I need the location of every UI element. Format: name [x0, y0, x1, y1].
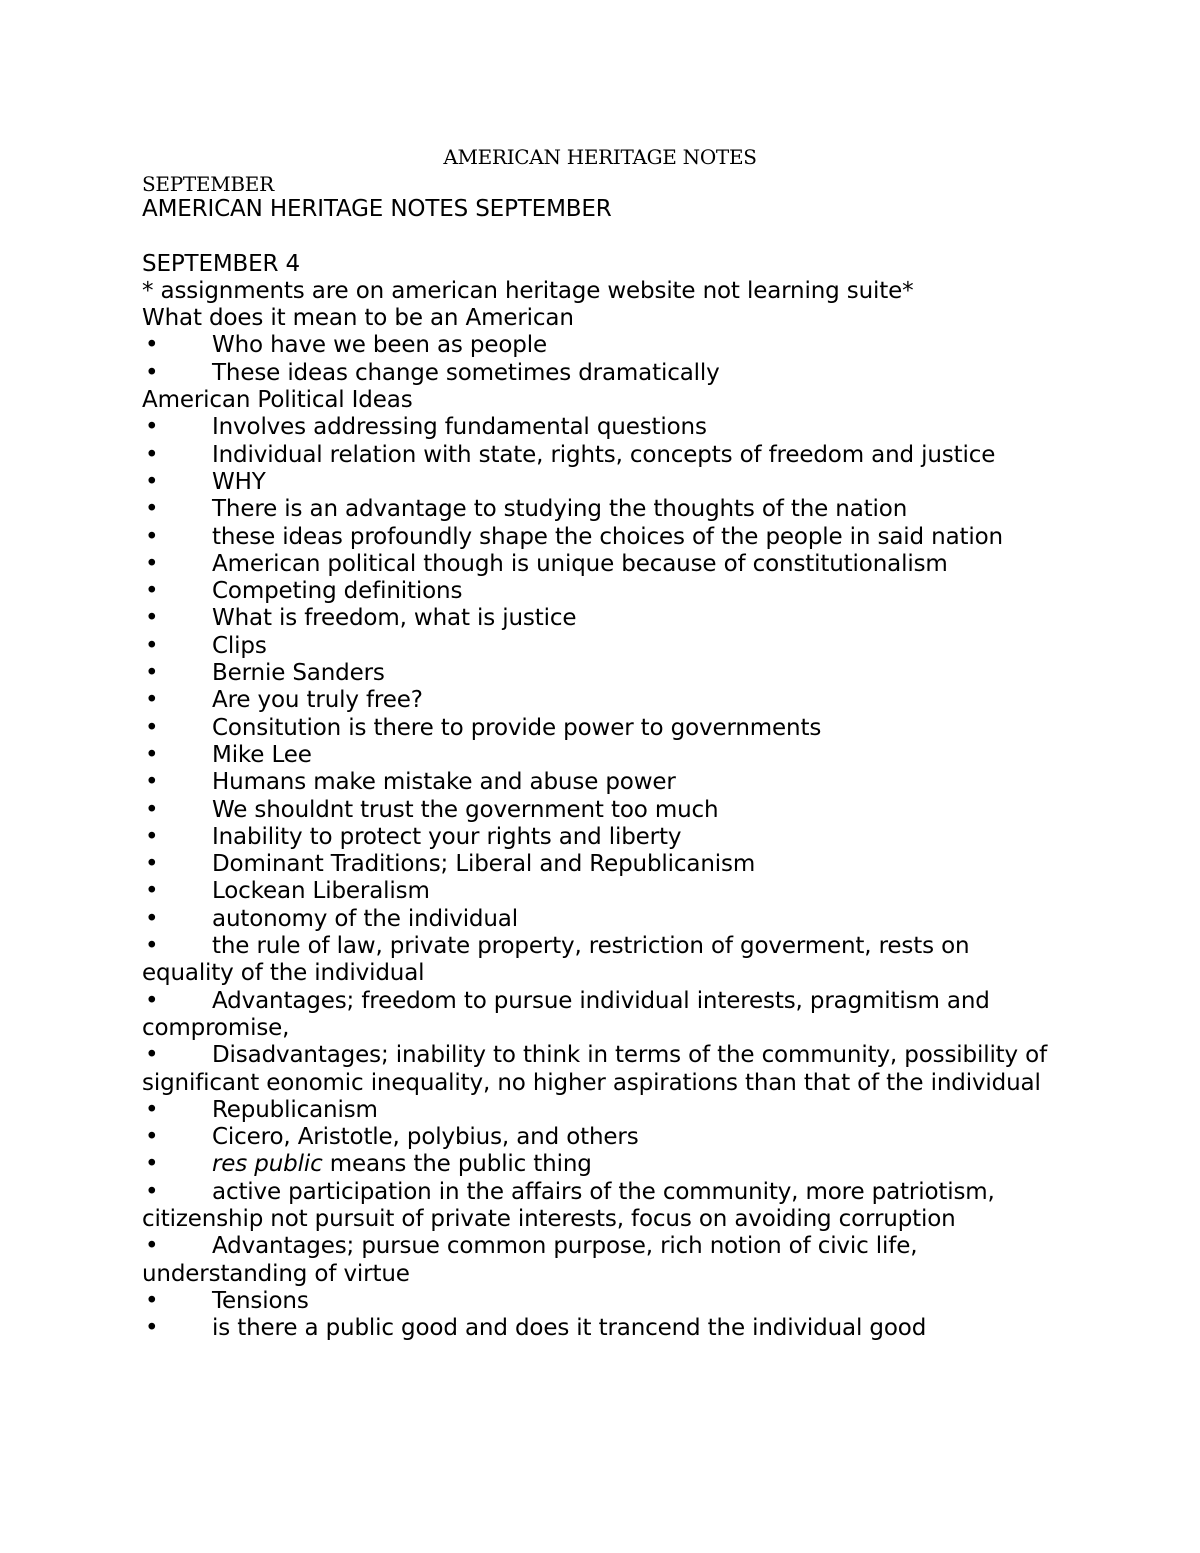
bullet-icon: •	[145, 714, 159, 741]
blank-line	[142, 223, 1062, 250]
section-heading: American Political Ideas	[142, 387, 413, 414]
bullet-icon: •	[145, 769, 159, 796]
bullet-icon: •	[145, 468, 159, 495]
bullet-icon: •	[145, 687, 159, 714]
month-heading: SEPTEMBER	[142, 172, 274, 196]
list-item: • Individual relation with state, rights, concepts of freedom and justice	[145, 441, 996, 468]
bullet-icon: •	[145, 823, 159, 850]
list-item: • Advantages; freedom to pursue individual interests, pragmitism and compromise,	[142, 987, 990, 1041]
bullet-icon: •	[145, 414, 159, 441]
bullet-icon: •	[145, 1315, 159, 1342]
bullet-icon: •	[145, 1233, 159, 1260]
assignment-note: * assignments are on american heritage website not learning suite*	[142, 277, 914, 304]
list-item: • Tensions	[145, 1287, 309, 1314]
list-item: • There is an advantage to studying the thoughts of the nation	[145, 496, 908, 523]
italic-term: res public	[212, 1151, 323, 1178]
bullet-icon: •	[145, 1287, 159, 1314]
section-heading: What does it mean to be an American	[142, 305, 574, 332]
notes-body	[142, 196, 1062, 1342]
bullet-icon: •	[145, 441, 159, 468]
list-item: • autonomy of the individual	[145, 905, 518, 932]
bullet-icon: •	[145, 796, 159, 823]
list-item: • these ideas profoundly shape the choices of the people in said nation	[145, 523, 1003, 550]
list-item: • Consitution is there to provide power to governments	[145, 714, 822, 741]
list-item: • Competing definitions	[145, 578, 463, 605]
bullet-icon: •	[145, 632, 159, 659]
subtitle: AMERICAN HERITAGE NOTES SEPTEMBER	[142, 196, 612, 222]
list-item: • Bernie Sanders	[145, 660, 385, 687]
date-heading: SEPTEMBER 4	[142, 250, 301, 277]
list-item: • Humans make mistake and abuse power	[145, 769, 676, 796]
list-item: • Who have we been as people	[145, 332, 547, 359]
bullet-icon: •	[145, 660, 159, 687]
list-item: • We shouldnt trust the government too much	[145, 796, 719, 823]
list-item: • Involves addressing fundamental questions	[145, 414, 707, 441]
bullet-icon: •	[145, 523, 159, 550]
list-item: • Inability to protect your rights and liberty	[145, 823, 682, 850]
bullet-icon: •	[145, 359, 159, 386]
list-item: • Clips	[145, 632, 267, 659]
list-item: • WHY	[145, 468, 266, 495]
bullet-icon: •	[145, 933, 159, 960]
bullet-icon: •	[145, 1096, 159, 1123]
list-item: • Lockean Liberalism	[145, 878, 430, 905]
bullet-icon: •	[145, 496, 159, 523]
bullet-icon: •	[145, 741, 159, 768]
bullet-icon: •	[145, 605, 159, 632]
list-item: • Dominant Traditions; Liberal and Republicanism	[145, 851, 756, 878]
bullet-icon: •	[145, 878, 159, 905]
list-item: • Republicanism	[145, 1096, 378, 1123]
bullet-icon: •	[145, 1042, 159, 1069]
list-item: • is there a public good and does it trancend the individual good	[145, 1315, 927, 1342]
list-item: • Advantages; pursue common purpose, rich notion of civic life, understanding of virtue	[142, 1233, 918, 1287]
list-item: • Cicero, Aristotle, polybius, and others	[145, 1124, 639, 1151]
list-item: • res public means the public thing	[145, 1151, 592, 1178]
bullet-icon: •	[145, 905, 159, 932]
list-item: • active participation in the affairs of the community, more patriotism, citizenship not pursuit of private interests, focus on avoiding corruption	[142, 1178, 995, 1232]
list-item: • the rule of law, private property, restriction of goverment, rests on equality of the individual	[142, 933, 970, 987]
bullet-icon: •	[145, 578, 159, 605]
bullet-icon: •	[145, 550, 159, 577]
list-item: • Disadvantages; inability to think in terms of the community, possibility of significant eonomic inequality, no higher aspirations than that of the individual	[142, 1042, 1048, 1096]
bullet-icon: •	[145, 1178, 159, 1205]
bullet-icon: •	[145, 851, 159, 878]
list-item: • American political though is unique because of constitutionalism	[145, 550, 948, 577]
document-title: AMERICAN HERITAGE NOTES	[443, 145, 757, 169]
list-item: • Are you truly free?	[145, 687, 423, 714]
bullet-icon: •	[145, 987, 159, 1014]
list-item: • What is freedom, what is justice	[145, 605, 577, 632]
list-item: • These ideas change sometimes dramatically	[145, 359, 720, 386]
bullet-icon: •	[145, 1151, 159, 1178]
list-item: • Mike Lee	[145, 741, 312, 768]
bullet-icon: •	[145, 332, 159, 359]
bullet-icon: •	[145, 1124, 159, 1151]
